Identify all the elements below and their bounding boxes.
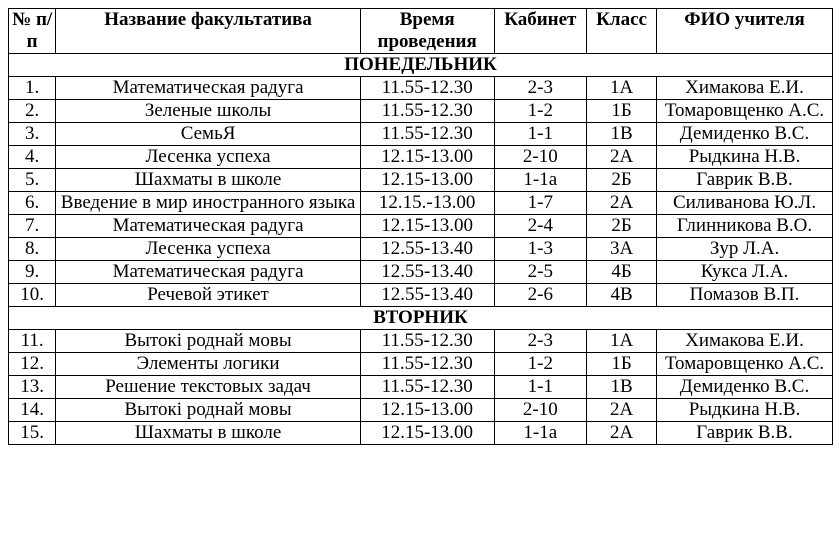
class-cell: 1А <box>587 330 657 353</box>
row-number: 14. <box>9 399 56 422</box>
teacher-cell: Гаврик В.В. <box>657 169 833 192</box>
teacher-cell: Демиденко В.С. <box>657 376 833 399</box>
row-number: 8. <box>9 238 56 261</box>
table-row <box>9 284 833 307</box>
table-row <box>9 169 833 192</box>
row-number: 5. <box>9 169 56 192</box>
teacher-cell: Химакова Е.И. <box>657 330 833 353</box>
time-cell: 11.55-12.30 <box>360 330 494 353</box>
time-cell: 12.55-13.40 <box>360 261 494 284</box>
row-number: 7. <box>9 215 56 238</box>
class-cell: 2А <box>587 192 657 215</box>
class-cell: 2Б <box>587 169 657 192</box>
class-cell: 1Б <box>587 353 657 376</box>
teacher-cell: Помазов В.П. <box>657 284 833 307</box>
time-cell: 11.55-12.30 <box>360 123 494 146</box>
header-room: Кабинет <box>494 9 587 54</box>
header-teacher: ФИО учителя <box>657 9 833 54</box>
header-name: Название факультатива <box>56 9 360 54</box>
room-cell: 1-1а <box>494 422 587 445</box>
time-cell: 11.55-12.30 <box>360 77 494 100</box>
time-cell: 12.15-13.00 <box>360 169 494 192</box>
time-cell: 12.15-13.00 <box>360 422 494 445</box>
row-number: 2. <box>9 100 56 123</box>
row-number: 10. <box>9 284 56 307</box>
schedule-body <box>9 54 833 445</box>
elective-schedule-table <box>8 8 833 445</box>
elective-name: Решение текстовых задач <box>56 376 360 399</box>
elective-name: Шахматы в школе <box>56 169 360 192</box>
table-row <box>9 238 833 261</box>
elective-name: Математическая радуга <box>56 261 360 284</box>
table-row <box>9 123 833 146</box>
class-cell: 2А <box>587 399 657 422</box>
teacher-cell: Томаровщенко А.С. <box>657 353 833 376</box>
teacher-cell: Рыдкина Н.В. <box>657 399 833 422</box>
header-num: № п/п <box>9 9 56 54</box>
time-cell: 11.55-12.30 <box>360 376 494 399</box>
elective-name: Зеленые школы <box>56 100 360 123</box>
elective-name: Речевой этикет <box>56 284 360 307</box>
header-time: Время проведения <box>360 9 494 54</box>
teacher-cell: Кукса Л.А. <box>657 261 833 284</box>
row-number: 6. <box>9 192 56 215</box>
class-cell: 2Б <box>587 215 657 238</box>
table-row <box>9 422 833 445</box>
time-cell: 12.55-13.40 <box>360 284 494 307</box>
elective-name: Вытокі роднай мовы <box>56 330 360 353</box>
teacher-cell: Химакова Е.И. <box>657 77 833 100</box>
table-row <box>9 100 833 123</box>
day-row <box>9 54 833 77</box>
room-cell: 2-6 <box>494 284 587 307</box>
time-cell: 11.55-12.30 <box>360 353 494 376</box>
header-class: Класс <box>587 9 657 54</box>
class-cell: 4В <box>587 284 657 307</box>
room-cell: 1-1 <box>494 376 587 399</box>
row-number: 11. <box>9 330 56 353</box>
elective-name: СемьЯ <box>56 123 360 146</box>
class-cell: 2А <box>587 422 657 445</box>
table-row <box>9 330 833 353</box>
room-cell: 2-4 <box>494 215 587 238</box>
day-title: ПОНЕДЕЛЬНИК <box>9 54 833 77</box>
room-cell: 2-3 <box>494 77 587 100</box>
table-row <box>9 77 833 100</box>
room-cell: 2-3 <box>494 330 587 353</box>
time-cell: 12.15-13.00 <box>360 146 494 169</box>
class-cell: 1В <box>587 123 657 146</box>
elective-name: Введение в мир иностранного языка <box>56 192 360 215</box>
table-row <box>9 399 833 422</box>
day-title: ВТОРНИК <box>9 307 833 330</box>
class-cell: 1А <box>587 77 657 100</box>
day-row <box>9 307 833 330</box>
teacher-cell: Томаровщенко А.С. <box>657 100 833 123</box>
room-cell: 1-2 <box>494 100 587 123</box>
class-cell: 4Б <box>587 261 657 284</box>
elective-name: Математическая радуга <box>56 77 360 100</box>
table-row <box>9 146 833 169</box>
header-row <box>9 9 833 54</box>
elective-name: Элементы логики <box>56 353 360 376</box>
teacher-cell: Силиванова Ю.Л. <box>657 192 833 215</box>
elective-name: Вытокі роднай мовы <box>56 399 360 422</box>
table-row <box>9 376 833 399</box>
room-cell: 2-5 <box>494 261 587 284</box>
teacher-cell: Глинникова В.О. <box>657 215 833 238</box>
elective-name: Математическая радуга <box>56 215 360 238</box>
room-cell: 1-1 <box>494 123 587 146</box>
elective-name: Шахматы в школе <box>56 422 360 445</box>
class-cell: 1Б <box>587 100 657 123</box>
elective-name: Лесенка успеха <box>56 146 360 169</box>
row-number: 4. <box>9 146 56 169</box>
time-cell: 12.15-13.00 <box>360 215 494 238</box>
teacher-cell: Зур Л.А. <box>657 238 833 261</box>
room-cell: 1-3 <box>494 238 587 261</box>
table-row <box>9 215 833 238</box>
time-cell: 11.55-12.30 <box>360 100 494 123</box>
room-cell: 2-10 <box>494 399 587 422</box>
room-cell: 1-7 <box>494 192 587 215</box>
time-cell: 12.55-13.40 <box>360 238 494 261</box>
table-row <box>9 261 833 284</box>
row-number: 13. <box>9 376 56 399</box>
class-cell: 3А <box>587 238 657 261</box>
time-cell: 12.15.-13.00 <box>360 192 494 215</box>
row-number: 3. <box>9 123 56 146</box>
room-cell: 1-2 <box>494 353 587 376</box>
teacher-cell: Гаврик В.В. <box>657 422 833 445</box>
time-cell: 12.15-13.00 <box>360 399 494 422</box>
row-number: 15. <box>9 422 56 445</box>
table-row <box>9 353 833 376</box>
row-number: 1. <box>9 77 56 100</box>
elective-name: Лесенка успеха <box>56 238 360 261</box>
teacher-cell: Рыдкина Н.В. <box>657 146 833 169</box>
teacher-cell: Демиденко В.С. <box>657 123 833 146</box>
row-number: 9. <box>9 261 56 284</box>
class-cell: 1В <box>587 376 657 399</box>
table-row <box>9 192 833 215</box>
row-number: 12. <box>9 353 56 376</box>
room-cell: 1-1а <box>494 169 587 192</box>
class-cell: 2А <box>587 146 657 169</box>
room-cell: 2-10 <box>494 146 587 169</box>
